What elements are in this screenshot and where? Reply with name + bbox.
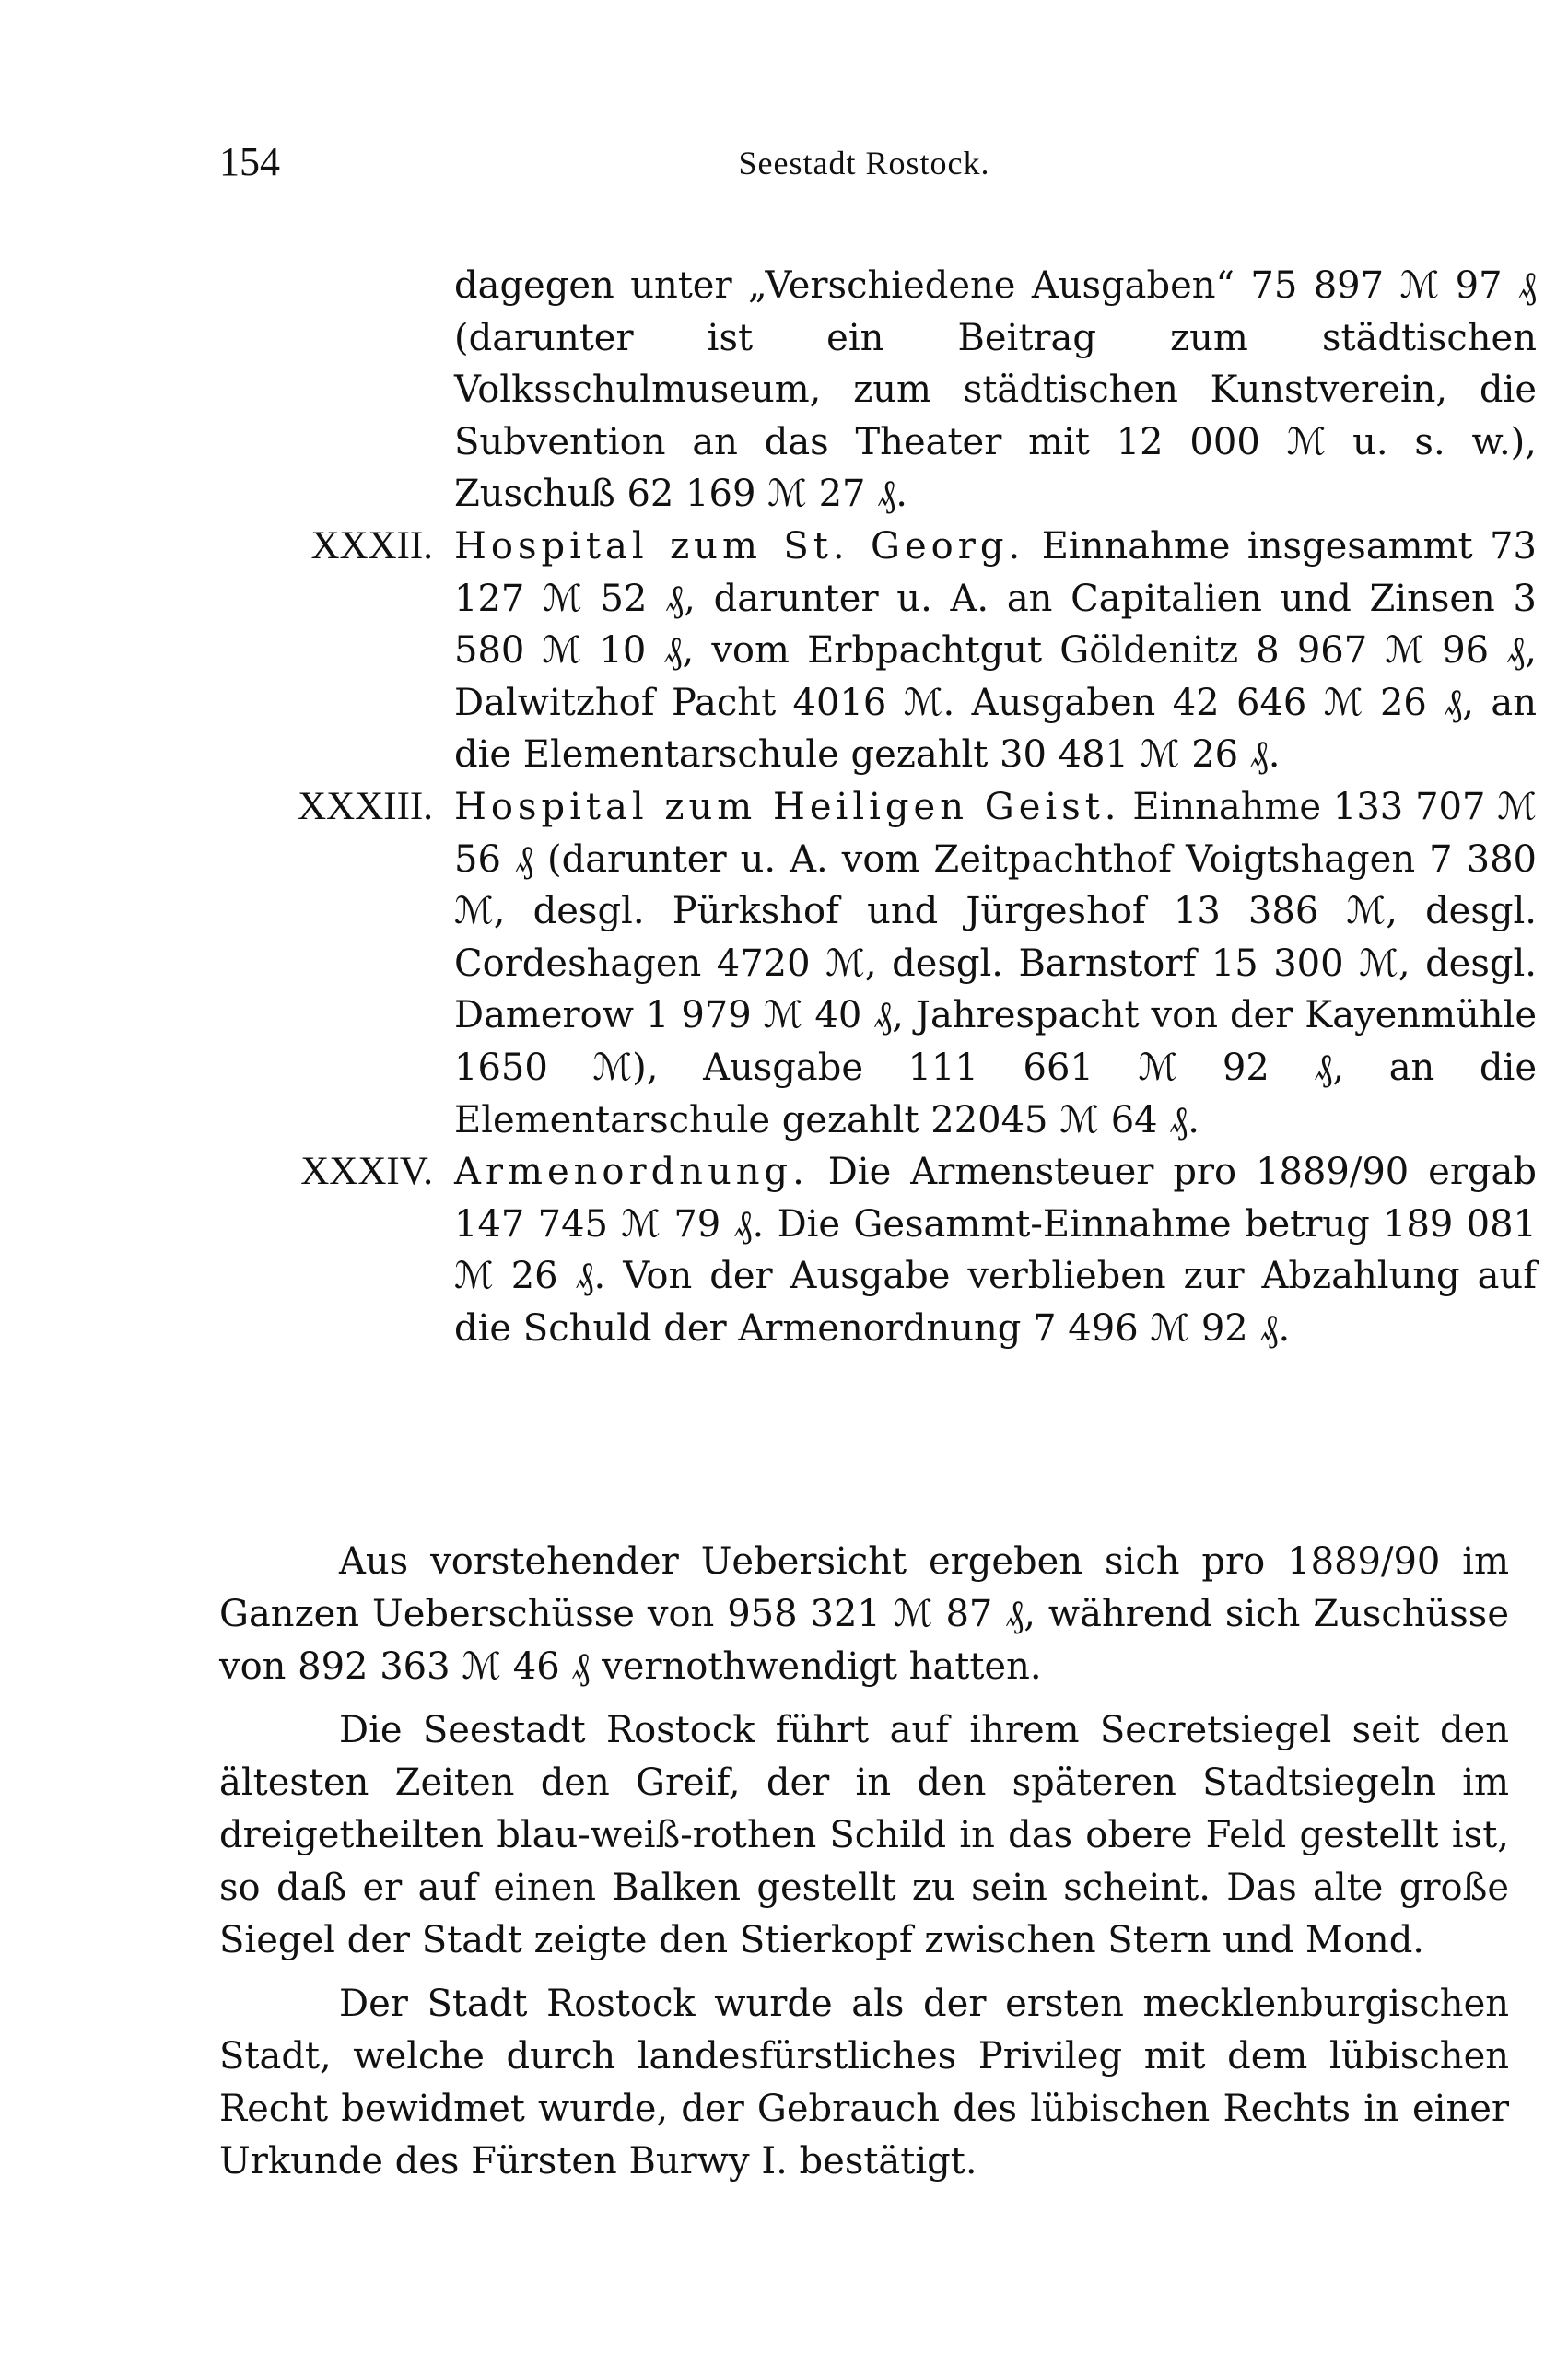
entry-xxxiv [219,1146,1537,1354]
entry-heading: Armenordnung. [454,1151,809,1194]
page-header [219,138,1509,203]
entry-text: Einnahme insgesammt 73 127 ℳ 52 ₰, darunter u. A. an Capitalien und Zinsen 3 580 ℳ 10 ₰, vom Erbpachtgut Göldenitz 8 967 ℳ 96 ₰, Dalwitzhof Pacht 4016 ℳ. Ausgaben 42 646 ℳ 26 ₰, an die Elementarschule gezahlt 30 481 ℳ 26 ₰. [454,524,1537,777]
entry-xxxiii [219,781,1538,1146]
entry-xxxii [219,521,1537,781]
entry-text: Einnahme 133 707 ℳ 56 ₰ (darunter u. A. vom Zeitpachthof Voigtshagen 7 380 ℳ, desgl. Pürkshof und Jürgeshof 13 386 ℳ, desgl. Cordeshagen 4720 ℳ, desgl. Barnstorf 15 300 ℳ, desgl. Damerow 1 979 ℳ 40 ₰, Jahrespacht von der Kayenmühle 1650 ℳ), Ausgabe 111 661 ℳ 92 ₰, an die Elementarschule gezahlt 22045 ℳ 64 ₰. [454,785,1538,1141]
entry-number: XXXIV. [300,1150,433,1194]
entry-text: dagegen unter „Verschiedene Ausgaben“ 75 897 ℳ 97 ₰ (darunter ist ein Beitrag zum städtischen Volksschulmuseum, zum städtischen Kunstverein, die Subvention an das Theater mit 12 000 ℳ u. s. w.), Zuschuß 62 169 ℳ 27 ₰. [454,264,1537,516]
running-title: Seestadt Rostock. [738,145,990,181]
entry-heading: Hospital zum Heiligen Geist. [454,785,1121,828]
paragraph-seal: Die Seestadt Rostock führt auf ihrem Secretsiegel seit den ältesten Zeiten den Greif, der in den späteren Stadtsiegeln im dreigetheilten blau-weiß-rothen Schild in das obere Feld gestellt ist, so daß er auf einen Balken gestellt zu sein scheint. Das alte große Siegel der Stadt zeigte den Stierkopf zwischen Stern und Mond. [219,1709,1509,1961]
entry-continuation [219,260,1537,521]
entry-text: Die Armensteuer pro 1889/90 ergab 147 745 ℳ 79 ₰. Die Gesammt-Einnahme betrug 189 081 ℳ 26 ₰. Von der Ausgabe verblieben zur Abzahlung auf die Schuld der Armenordnung 7 496 ℳ 92 ₰. [454,1151,1537,1350]
page-number: 154 [219,139,280,184]
entry-number: XXXIII. [298,784,433,828]
budget-entries [219,260,1538,1354]
entry-number: XXXII. [310,523,433,568]
body-text [219,1536,1509,2199]
paragraph-summary: Aus vorstehender Uebersicht ergeben sich pro 1889/90 im Ganzen Ueberschüsse von 958 321 ℳ 87 ₰, während sich Zuschüsse von 892 363 ℳ 46 ₰ vernothwendigt hatten. [219,1540,1509,1688]
paragraph-law: Der Stadt Rostock wurde als der ersten mecklenburgischen Stadt, welche durch landesfürstliches Privileg mit dem lübischen Recht bewidmet wurde, der Gebrauch des lübischen Rechts in einer Urkunde des Fürsten Burwy I. bestätigt. [219,1983,1509,2183]
entry-heading: Hospital zum St. Georg. [454,524,1025,568]
